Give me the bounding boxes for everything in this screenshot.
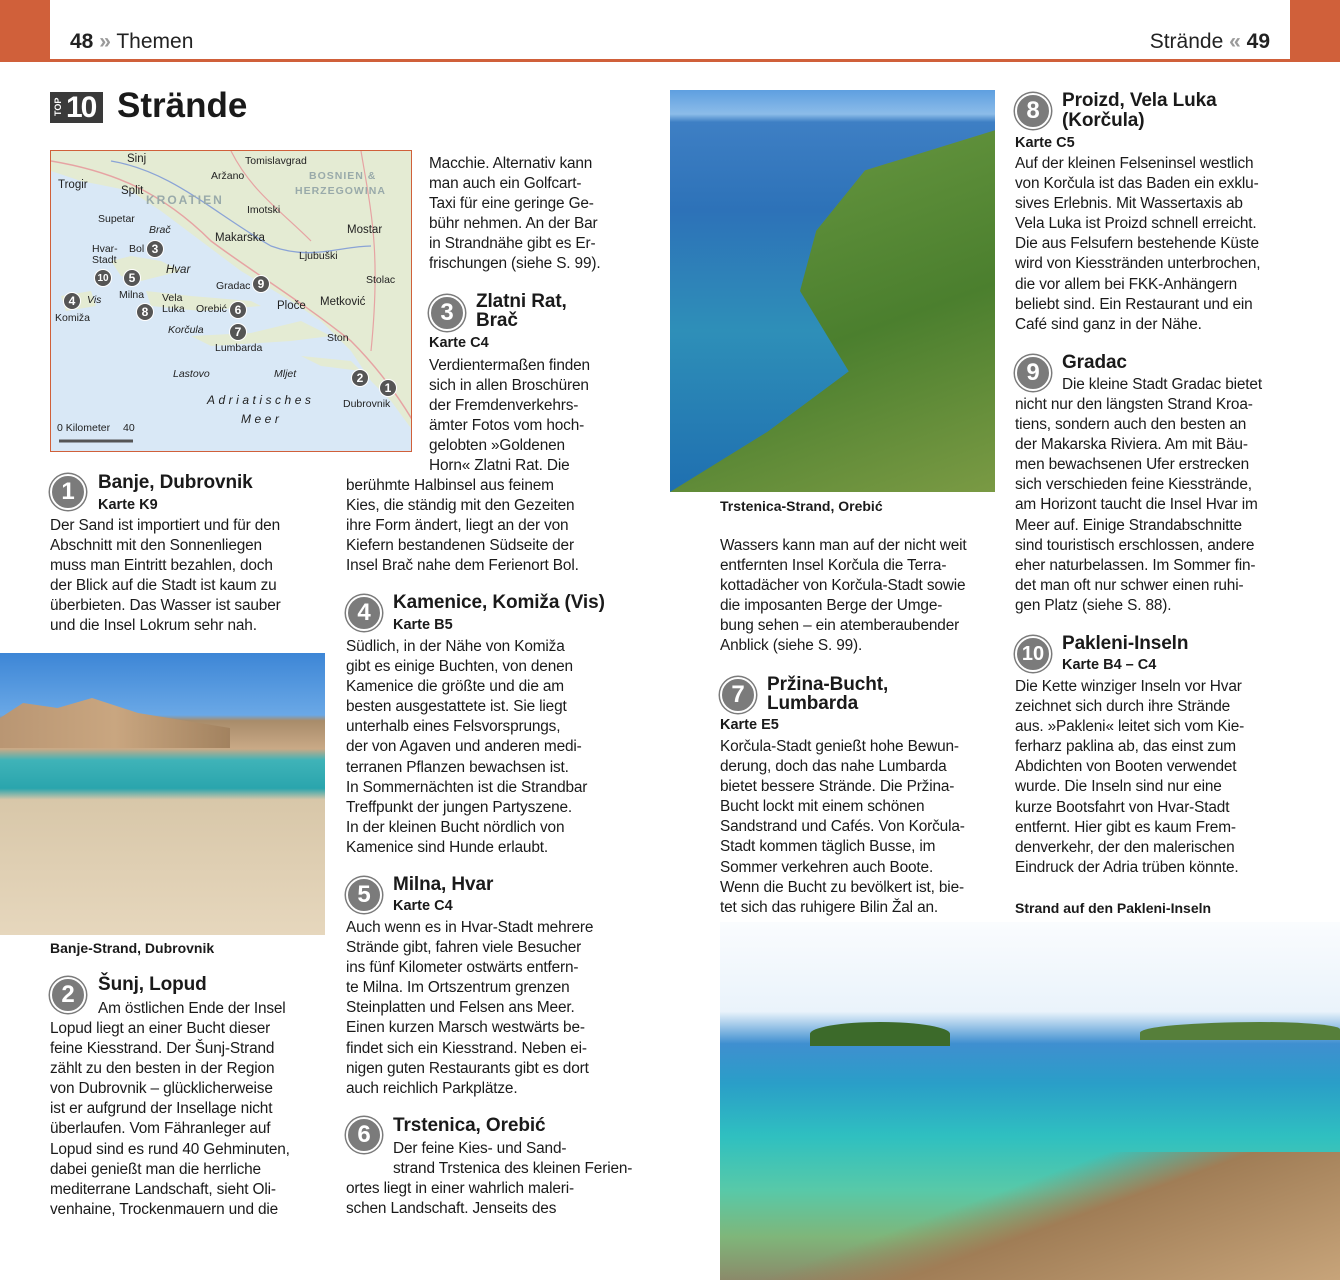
map-reference: Karte B5: [393, 617, 453, 633]
map-marker: 8: [136, 303, 154, 321]
item-text: Lopud liegt an einer Bucht dieser feine Kiesstrand. Der Šunj-Strand zählt zu den besten in der Region von Dubrovnik – glücklicherweise ist er aufgrund der Insellage nicht überlaufen. Vom Fähranleger auf Lopud sind es rund 40 Gehminuten, dabei genießt man die herrliche mediterrane Landschaft, sieht Oli- venhaine, Trockenmauern und die: [50, 1020, 290, 1218]
section-label: Strände: [1149, 30, 1224, 53]
map-label: Ljubuški: [299, 250, 338, 262]
top10-badge: [50, 92, 103, 123]
item-text: berühmte Halbinsel aus feinem Kies, die ständig mit den Gezeiten ihre Form ändert, liegt an der von Kiefern bestandenen Südseite der Insel Brač nahe dem Ferienort Bol.: [346, 477, 579, 575]
item-title: Zlatni Rat, Brač: [476, 291, 567, 331]
header-rule: [0, 59, 1340, 62]
item-title: Gradac: [1062, 352, 1127, 373]
map-label: Hvar- Stadt: [92, 243, 118, 266]
item-number-1: 1: [50, 474, 86, 510]
map-marker: 2: [351, 369, 369, 387]
photo-banje-beach: [0, 653, 325, 935]
beach-map: [50, 150, 412, 452]
item-text-continued: Wassers kann man auf der nicht weit entfernten Insel Korčula die Terra- kottadächer von Korčula-Stadt sowie die imposanten Berge der Umge- bung sehen – ein atemberaubender Anblick (siehe S. 99).: [720, 537, 967, 655]
map-label: Sinj: [127, 153, 147, 165]
map-label: Brač: [149, 224, 171, 236]
map-marker: 7: [229, 323, 247, 341]
page-number: 49: [1246, 30, 1270, 53]
map-label: Aržano: [211, 170, 245, 182]
badge-top: TOP: [53, 97, 63, 116]
item-text: Verdientermaßen finden sich in allen Broschüren der Fremdenverkehrs- ämter Fotos vom hoch- gelobten »Goldenen Horn« Zlatni Rat. Die: [429, 357, 590, 475]
photo-pakleni-islands: [720, 922, 1340, 1280]
map-marker: 5: [123, 269, 141, 287]
map-label: Trogir: [58, 179, 88, 191]
item-text: Korčula-Stadt genießt hohe Bewun- derung, doch das nahe Lumbarda bietet bessere Strände. Die Pržina- Bucht lockt mit einem schönen Sandstrand und Cafés. Von Korčula- Stadt kommen täglich Busse, im Sommer verkehren auch Boote. Wenn die Bucht zu bevölkert ist, bie- tet sich das ruhigere Bilin Žal an.: [720, 738, 965, 916]
map-label: Supetar: [98, 213, 135, 225]
chevron-right-icon: »: [99, 30, 111, 53]
map-marker: 4: [63, 292, 81, 310]
map-label: Makarska: [215, 232, 265, 244]
map-label: HERZEGOWINA: [295, 185, 386, 197]
left-running-head: [70, 30, 193, 54]
map-label: Split: [121, 185, 144, 197]
map-reference: Karte K9: [98, 497, 158, 513]
item-title: Milna, Hvar: [393, 874, 494, 895]
map-label: Metković: [320, 296, 366, 308]
map-label: Komiža: [55, 312, 91, 324]
map-scale-max: 40: [123, 422, 135, 434]
map-label: KROATIEN: [146, 193, 224, 207]
island: [1140, 1022, 1340, 1040]
map-label: Ploče: [277, 300, 306, 312]
old-town-walls: [0, 698, 230, 748]
item-number-8: 8: [1015, 93, 1051, 129]
map-reference: Karte B4 – C4: [1062, 657, 1157, 673]
item-text: Der Sand ist importiert und für den Abschnitt mit den Sonnenliegen muss man Eintritt bezahlen, doch der Blick auf die Stadt ist kaum zu überbieten. Das Wasser ist sauber und die Insel Lokrum sehr nah.: [50, 517, 281, 635]
left-accent-block: [0, 0, 50, 62]
rocky-shore: [720, 1152, 1340, 1280]
item-title: Pakleni-Inseln: [1062, 633, 1189, 654]
photo-caption: Strand auf den Pakleni-Inseln: [1015, 900, 1212, 916]
map-marker: 1: [379, 379, 397, 397]
map-marker: 3: [146, 240, 164, 258]
map-label: Meer: [241, 412, 283, 426]
item-text: nicht nur den längsten Strand Kroa- tiens, sondern auch den besten an der Makarska Riviera. Am mit Bäu- men bewachsenen Ufer erstrecken sich verschieden feine Kiesstrände, am Horizont taucht die Insel Hvar im Meer auf. Einige Strandabschnitte sind touristisch erschlossen, andere eher naturbelassen. Im Sommer fin- det man oft nur schwer einen ruhi- gen Platz (siehe S. 88).: [1015, 396, 1258, 614]
map-label: Mljet: [274, 368, 297, 380]
item-text: Die kleine Stadt Gradac bietet: [1062, 376, 1262, 393]
item-title: Kamenice, Komiža (Vis): [393, 592, 605, 613]
map-label: BOSNIEN &: [309, 170, 377, 182]
chevron-left-icon: «: [1229, 30, 1241, 53]
item-number-5: 5: [346, 877, 382, 913]
map-reference: Karte C4: [429, 335, 489, 351]
map-label: Vis: [87, 294, 102, 306]
map-label: Stolac: [366, 274, 396, 286]
map-label: Vela Luka: [162, 292, 185, 315]
map-label: Imotski: [247, 204, 281, 216]
item-number-10: 10: [1015, 636, 1051, 672]
page-title: Strände: [117, 86, 248, 125]
section-label: Themen: [116, 30, 194, 53]
page-number: 48: [70, 30, 94, 53]
item-title: Šunj, Lopud: [98, 974, 207, 995]
item-text-continued: Macchie. Alternativ kann man auch ein Golfcart- Taxi für eine geringe Ge- bühr nehmen. An der Bar in Strandnähe gibt es Er- frischungen (siehe S. 99).: [429, 155, 601, 273]
item-text: Am östlichen Ende der Insel: [98, 1000, 286, 1017]
item-text: Die Kette winziger Inseln vor Hvar zeichnet sich durch ihre Strände aus. »Pakleni« leitet sich vom Kie- ferharz paklina ab, das einst zum Abdichten von Booten verwendet wurde. Die Inseln sind nur eine kurze Bootsfahrt von Hvar-Stadt entfernt. Hier gibt es kaum Frem- denverkehr, der den malerischen Eindruck der Adria trüben könnte.: [1015, 678, 1245, 876]
map-label: Dubrovnik: [343, 398, 391, 410]
item-number-4: 4: [346, 595, 382, 631]
map-label: Lumbarda: [215, 342, 263, 354]
map-reference: Karte C4: [393, 898, 453, 914]
photo-trstenica-beach: [670, 90, 995, 492]
item-text: Der feine Kies- und Sand- strand Trstenica des kleinen Ferien-: [393, 1140, 633, 1178]
map-label: Tomislavgrad: [245, 155, 307, 167]
map-reference: Karte E5: [720, 717, 779, 733]
map-label: Orebić: [196, 303, 227, 315]
item-title: Banje, Dubrovnik: [98, 472, 253, 493]
right-accent-block: [1290, 0, 1340, 62]
map-scale-label: 0 Kilometer: [57, 422, 111, 434]
map-label: Hvar: [166, 264, 191, 276]
map-label: Ston: [327, 332, 349, 344]
item-text: Auf der kleinen Felseninsel westlich von Korčula ist das Baden ein exklu- sives Erlebnis. Mit Wassertaxis ab Vela Luka ist Proizd schnell erreicht. Die aus Felsufern bestehende Küste wird von Kiesstränden unterbrochen, die vor allem bei FKK-Anhängern beliebt sind. Ein Restaurant und ein Café sind ganz in der Nähe.: [1015, 155, 1261, 333]
item-text: Südlich, in der Nähe von Komiža gibt es einige Buchten, von denen Kamenice die größte und die am besten ausgestattete ist. Sie liegt unterhalb eines Felsvorsprungs, der von Agaven und anderen medi- terranen Pflanzen bewachsen ist. In Sommernächten ist die Strandbar Treffpunkt der jungen Partyszene. In der kleinen Bucht nördlich von Kamenice sind Hunde erlaubt.: [346, 638, 588, 856]
map-label: Gradac: [216, 280, 251, 292]
item-number-6: 6: [346, 1117, 382, 1153]
map-label: Bol: [129, 243, 145, 255]
map-label: Korčula: [168, 324, 204, 336]
item-text: Auch wenn es in Hvar-Stadt mehrere Strände gibt, fahren viele Besucher ins fünf Kilometer ostwärts entfern- te Milna. Im Ortszentrum grenzen Steinplatten und Felsen ans Meer. Einen kurzen Marsch westwärts be- findet sich ein Kiesstrand. Neben ei- nigen guten Restaurants gibt es dort auch reichlich Parkplätze.: [346, 919, 594, 1097]
right-running-head: [1150, 30, 1270, 54]
item-number-2: 2: [50, 977, 86, 1013]
badge-num: 10: [66, 91, 96, 124]
photo-caption: Trstenica-Strand, Orebić: [720, 498, 883, 514]
peninsula: [670, 90, 995, 492]
item-number-7: 7: [720, 677, 756, 713]
photo-caption: Banje-Strand, Dubrovnik: [50, 940, 215, 956]
item-number-9: 9: [1015, 355, 1051, 391]
item-text: ortes liegt in einer wahrlich maleri- schen Landschaft. Jenseits des: [346, 1180, 574, 1218]
item-title: Trstenica, Orebić: [393, 1115, 546, 1136]
item-title: Pržina-Bucht, Lumbarda: [767, 674, 889, 714]
island: [810, 1022, 950, 1046]
map-marker: 9: [252, 275, 270, 293]
map-label: Mostar: [347, 224, 383, 236]
map-marker: 10: [94, 269, 112, 287]
map-reference: Karte C5: [1015, 135, 1075, 151]
map-label: Lastovo: [173, 368, 210, 380]
map-label: Adriatisches: [207, 393, 315, 407]
map-label: Milna: [119, 289, 145, 301]
map-marker: 6: [229, 301, 247, 319]
item-number-3: 3: [429, 295, 465, 331]
item-title: Proizd, Vela Luka (Korčula): [1062, 90, 1217, 131]
